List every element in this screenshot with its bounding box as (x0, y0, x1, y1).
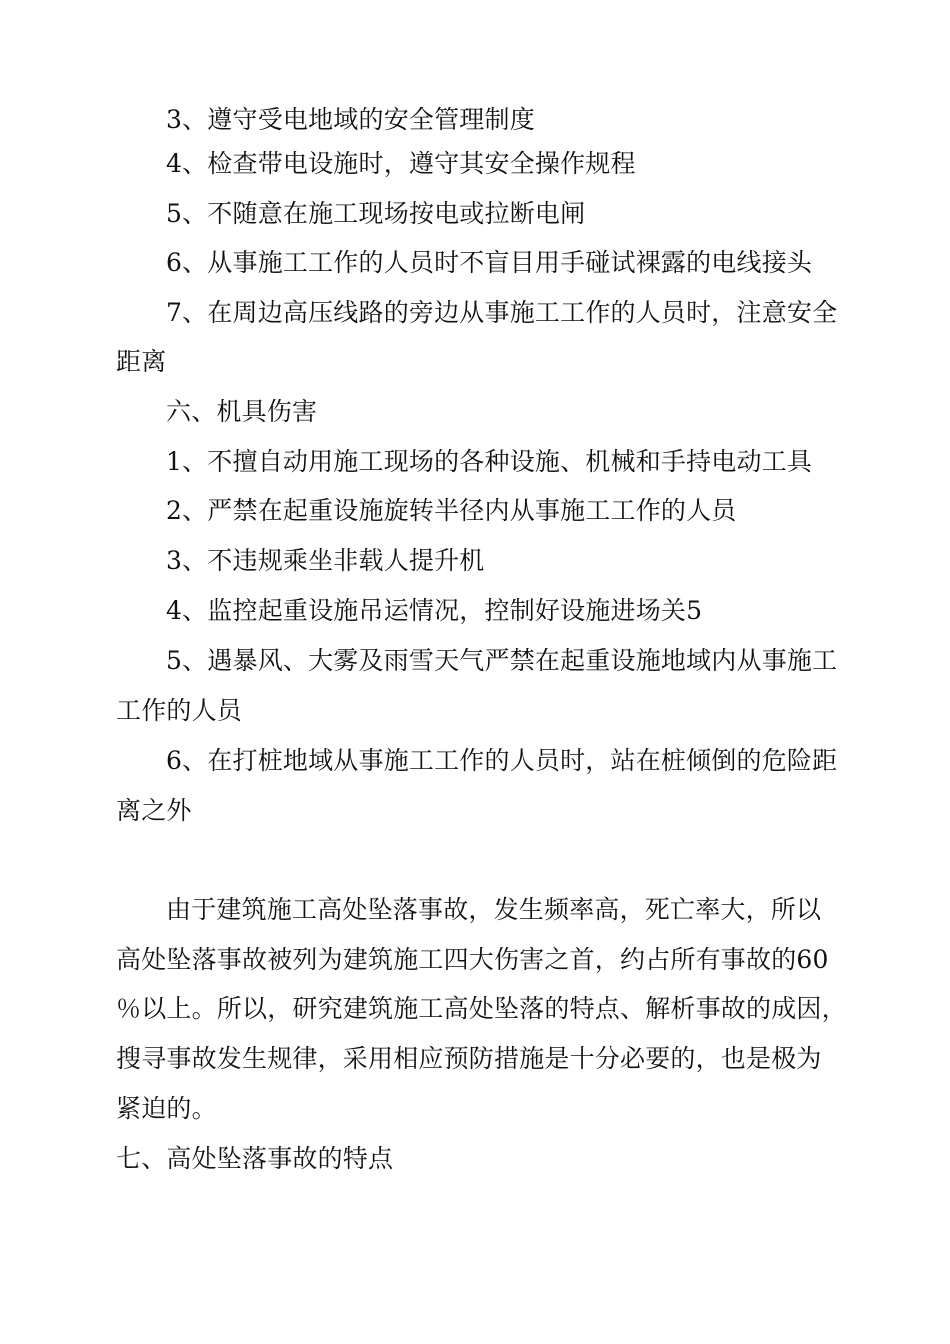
text-line-machinery-5-cont: 工作的人员 (116, 696, 243, 725)
text-line-machinery-6: 6、在打桩地域从事施工工作的人员时，站在桩倾倒的危险距 (166, 746, 838, 775)
section-heading-fall-features: 七、高处坠落事故的特点 (116, 1144, 394, 1173)
text-line-machinery-2: 2、严禁在起重设施旋转半径内从事施工工作的人员 (166, 496, 737, 525)
text-line-electric-3: 3、遵守受电地域的安全管理制度 (166, 105, 535, 134)
text-line-electric-5: 5、不随意在施工现场按电或拉断电闸 (166, 199, 586, 228)
text-line-electric-7-cont: 距离 (116, 347, 167, 376)
paragraph-line-2: 高处坠落事故被列为建筑施工四大伤害之首，约占所有事故的60 (116, 945, 829, 974)
paragraph-line-5: 紧迫的。 (116, 1094, 217, 1123)
text-line-electric-4: 4、检查带电设施时，遵守其安全操作规程 (166, 149, 636, 178)
text-line-electric-7: 7、在周边高压线路的旁边从事施工工作的人员时，注意安全 (166, 298, 838, 327)
paragraph-line-1: 由于建筑施工高处坠落事故，发生频率高，死亡率大，所以 (166, 895, 822, 924)
text-line-machinery-4: 4、监控起重设施吊运情况，控制好设施进场关5 (166, 596, 703, 625)
section-heading-machinery: 六、机具伤害 (166, 397, 318, 426)
text-line-machinery-3: 3、不违规乘坐非载人提升机 (166, 546, 485, 575)
paragraph-line-4: 搜寻事故发生规律，采用相应预防措施是十分必要的，也是极为 (116, 1044, 822, 1073)
text-line-machinery-1: 1、不擅自动用施工现场的各种设施、机械和手持电动工具 (166, 447, 813, 476)
paragraph-line-3: ％以上。所以，研究建筑施工高处坠落的特点、解析事故的成因， (116, 994, 847, 1023)
text-line-electric-6: 6、从事施工工作的人员时不盲目用手碰试裸露的电线接头 (166, 248, 813, 277)
text-line-machinery-6-cont: 离之外 (116, 796, 192, 825)
text-line-machinery-5: 5、遇暴风、大雾及雨雪天气严禁在起重设施地域内从事施工 (166, 646, 838, 675)
